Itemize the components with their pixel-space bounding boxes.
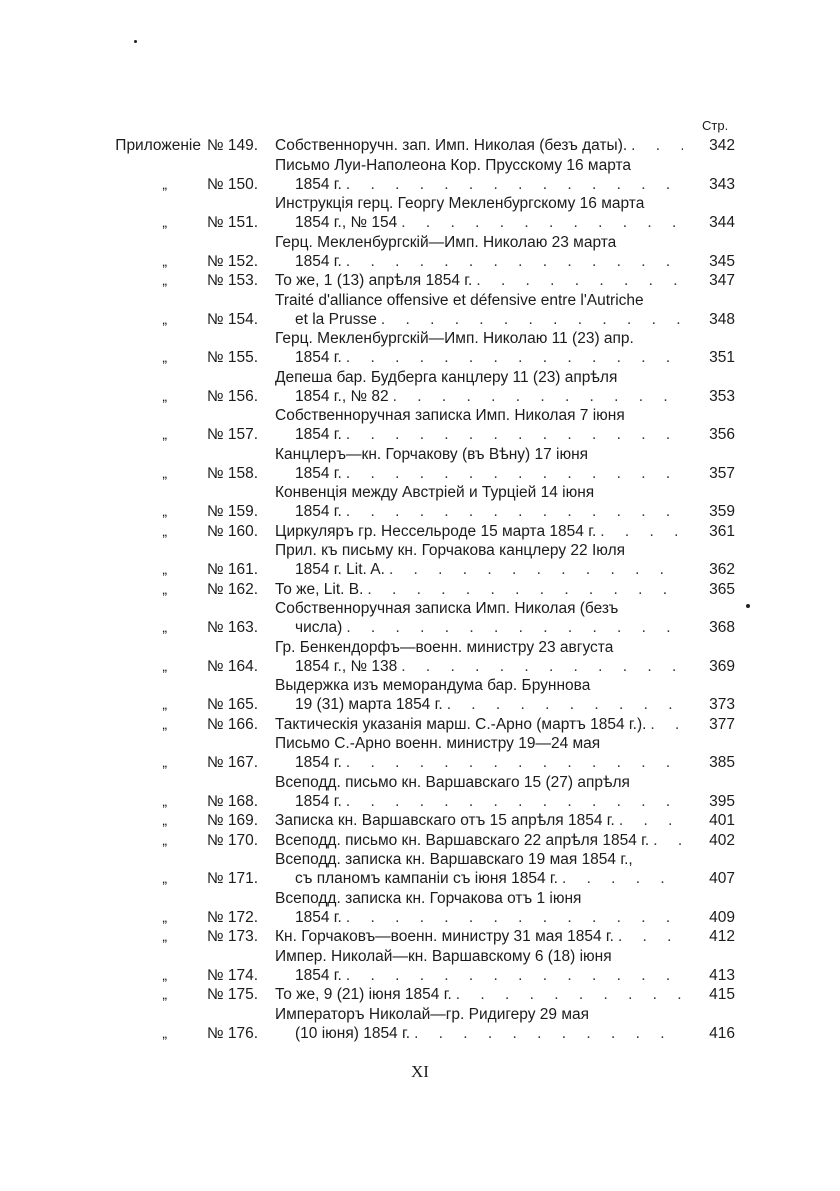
entry-title-line: съ планомъ кампаніи съ іюня 1854 г. <box>295 870 558 887</box>
dot-leader <box>367 580 683 599</box>
table-of-contents <box>105 136 735 1043</box>
entry-ditto-mark: „ <box>162 831 167 848</box>
entry-title-line: 1854 г., № 138 <box>295 657 398 675</box>
entry-title-line: Всеподд. письмо кн. Варшавскаго 22 апрѣля 1854 г. <box>275 831 650 849</box>
entry-ditto-mark: „ <box>162 580 167 597</box>
entry-title <box>275 889 683 927</box>
dot-leader <box>346 425 683 444</box>
ink-speck-top <box>134 40 137 43</box>
entry-page: 395 <box>709 792 735 810</box>
entry-page: 351 <box>709 349 735 366</box>
dot-leader <box>393 387 683 406</box>
toc-entry <box>105 194 735 232</box>
entry-number: № 176. <box>207 1024 259 1042</box>
dot-leader <box>346 966 683 985</box>
entry-title-line: 1854 г. <box>295 175 342 193</box>
entry-title <box>275 715 683 734</box>
entry-title <box>275 850 683 888</box>
entry-ditto-mark: „ <box>162 464 167 481</box>
entry-number: № 163. <box>207 619 259 636</box>
entry-ditto-mark: „ <box>162 966 167 983</box>
entry-number: № 166. <box>207 715 259 733</box>
entry-title <box>275 947 683 985</box>
dot-leader <box>650 715 683 734</box>
entry-number: № 170. <box>207 831 259 849</box>
entry-title <box>275 773 683 811</box>
entry-prefix-label: Приложеніе <box>115 137 201 154</box>
entry-title-line: Депеша бар. Будберга канцлеру 11 (23) апрѣля <box>275 368 618 386</box>
entry-title-line: Герц. Мекленбургскій—Имп. Николаю 11 (23) апр. <box>275 330 634 347</box>
entry-title-line: Гр. Бенкендорфъ—военн. министру 23 августа <box>275 638 614 656</box>
toc-entry <box>105 291 735 329</box>
entry-title <box>275 985 683 1004</box>
toc-entry <box>105 638 735 676</box>
toc-entry <box>105 1005 735 1043</box>
entry-title-line: 1854 г., № 154 <box>295 214 398 231</box>
toc-entry <box>105 811 735 830</box>
entry-title-line: 1854 г. <box>295 426 342 443</box>
toc-entry <box>105 889 735 927</box>
entry-title-line: Всеподд. записка кн. Горчакова отъ 1 іюня <box>275 889 582 907</box>
dot-leader <box>346 792 683 811</box>
entry-title-line: Канцлеръ—кн. Горчакову (въ Вѣну) 17 іюня <box>275 445 589 463</box>
toc-entry <box>105 831 735 850</box>
entry-title-line: числа) <box>295 619 343 636</box>
entry-ditto-mark: „ <box>162 310 167 327</box>
entry-ditto-mark: „ <box>162 522 167 539</box>
dot-leader <box>600 522 683 541</box>
toc-entry <box>105 947 735 985</box>
entry-title <box>275 291 683 329</box>
entry-number: № 158. <box>207 464 259 482</box>
entry-title-line: 1854 г. <box>295 754 342 771</box>
dot-leader <box>389 560 683 579</box>
entry-title-line: Тактическія указанія марш. С.-Арно (мартъ 1854 г.). <box>275 715 647 733</box>
entry-ditto-mark: „ <box>162 387 167 404</box>
toc-entry <box>105 985 735 1004</box>
toc-entry <box>105 773 735 811</box>
entry-ditto-mark: „ <box>162 426 167 442</box>
toc-entry <box>105 850 735 888</box>
entry-title <box>275 541 683 579</box>
entry-title-line: 19 (31) марта 1854 г. <box>295 696 443 713</box>
entry-title-line: et la Prusse <box>295 310 377 328</box>
entry-title-line: 1854 г., № 82 <box>295 387 389 405</box>
entry-page: 415 <box>709 986 735 1003</box>
entry-page: 347 <box>709 272 735 289</box>
dot-leader <box>447 695 683 714</box>
entry-title <box>275 1005 683 1043</box>
entry-page: 362 <box>709 561 735 578</box>
dot-leader <box>653 831 683 850</box>
entry-title-line: То же, 9 (21) іюня 1854 г. <box>275 986 452 1003</box>
entry-number: № 175. <box>207 986 259 1003</box>
entry-page: 357 <box>709 464 735 482</box>
entry-title-line: Всеподд. записка кн. Варшавскаго 19 мая 1854 г., <box>275 851 633 868</box>
entry-page: 407 <box>709 870 735 887</box>
entry-title-line: 1854 г. <box>295 966 342 984</box>
entry-page: 377 <box>709 715 735 733</box>
entry-title <box>275 927 683 946</box>
toc-entry <box>105 445 735 483</box>
entry-title <box>275 483 683 521</box>
entry-number: № 161. <box>207 561 259 578</box>
dot-leader <box>562 869 683 888</box>
entry-ditto-mark: „ <box>162 272 167 288</box>
entry-title-line: То же, 1 (13) апрѣля 1854 г. <box>275 272 473 289</box>
entry-title-line: Императоръ Николай—гр. Ридигеру 29 мая <box>275 1005 590 1023</box>
entry-title-line: 1854 г. <box>295 464 342 482</box>
entry-title-line: Собственноручн. зап. Имп. Николая (безъ даты). <box>275 137 628 154</box>
entry-page: 416 <box>709 1024 735 1042</box>
entry-title <box>275 329 683 367</box>
entry-page: 409 <box>709 908 735 926</box>
entry-title <box>275 368 683 406</box>
entry-page: 343 <box>709 175 735 193</box>
entry-ditto-mark: „ <box>162 349 167 365</box>
entry-title <box>275 734 683 772</box>
entry-page: 385 <box>709 754 735 771</box>
entry-title-line: Герц. Мекленбургскій—Имп. Николаю 23 марта <box>275 233 617 251</box>
page-number: XI <box>411 1062 429 1081</box>
entry-page: 342 <box>709 137 735 154</box>
entry-page: 353 <box>709 387 735 405</box>
dot-leader <box>346 252 683 271</box>
dot-leader <box>346 348 683 367</box>
dot-leader <box>346 175 683 194</box>
entry-title <box>275 522 683 541</box>
entry-number: № 168. <box>207 792 259 810</box>
entry-title <box>275 194 683 232</box>
toc-entry <box>105 368 735 406</box>
entry-title-line: Импер. Николай—кн. Варшавскому 6 (18) іюня <box>275 947 612 965</box>
entry-title-line: 1854 г. <box>295 908 342 926</box>
entry-title-line: Записка кн. Варшавскаго отъ 15 апрѣля 1854 г. <box>275 812 615 829</box>
toc-entry <box>105 522 735 541</box>
entry-ditto-mark: „ <box>162 870 167 886</box>
toc-entry <box>105 156 735 194</box>
entry-title-line: Собственноручная записка Имп. Николая (безъ <box>275 600 619 617</box>
entry-title-line: 1854 г. <box>295 349 342 366</box>
dot-leader <box>381 310 683 329</box>
entry-number: № 164. <box>207 657 259 675</box>
toc-entry <box>105 734 735 772</box>
entry-title-line: 1854 г. <box>295 792 342 810</box>
dot-leader <box>619 811 683 830</box>
entry-number: № 159. <box>207 503 259 520</box>
entry-ditto-mark: „ <box>162 812 167 828</box>
entry-title <box>275 811 683 830</box>
entry-number: № 173. <box>207 928 259 945</box>
entry-number: № 155. <box>207 349 259 366</box>
entry-title <box>275 271 683 290</box>
dot-leader <box>346 908 683 927</box>
entry-ditto-mark: „ <box>162 908 167 925</box>
toc-entry <box>105 233 735 271</box>
entry-title-line: Собственноручная записка Имп. Николая 7 іюня <box>275 407 625 424</box>
entry-title-line: Прил. къ письму кн. Горчакова канцлеру 22 Іюля <box>275 542 626 559</box>
entry-number: № 174. <box>207 966 259 984</box>
dot-leader <box>631 136 683 155</box>
entry-title <box>275 136 683 155</box>
entry-title <box>275 638 683 676</box>
entry-ditto-mark: „ <box>162 175 167 192</box>
entry-ditto-mark: „ <box>162 754 167 770</box>
entry-title-line: Циркуляръ гр. Нессельроде 15 марта 1854 г. <box>275 522 597 540</box>
entry-number: № 154. <box>207 310 259 328</box>
dot-leader <box>401 213 683 232</box>
toc-entry <box>105 483 735 521</box>
entry-number: № 167. <box>207 754 259 771</box>
entry-number: № 171. <box>207 870 259 887</box>
entry-page: 365 <box>709 580 735 598</box>
entry-page: 412 <box>709 928 735 945</box>
entry-page: 413 <box>709 966 735 984</box>
entry-number: № 149. <box>207 137 259 154</box>
entry-page: 356 <box>709 426 735 443</box>
entry-page: 359 <box>709 503 735 520</box>
entry-number: № 172. <box>207 908 259 926</box>
entry-ditto-mark: „ <box>162 657 167 674</box>
entry-ditto-mark: „ <box>162 928 167 944</box>
entry-ditto-mark: „ <box>162 1024 167 1041</box>
entry-ditto-mark: „ <box>162 696 167 712</box>
dot-leader <box>346 753 683 772</box>
entry-ditto-mark: „ <box>162 986 167 1002</box>
entry-page: 348 <box>709 310 735 328</box>
entry-title-line: Письмо Луи-Наполеона Кор. Прусскому 16 марта <box>275 156 632 174</box>
toc-entry <box>105 927 735 946</box>
entry-number: № 153. <box>207 272 259 289</box>
entry-title-line: Инструкція герц. Георгу Мекленбургскому 16 марта <box>275 195 645 212</box>
toc-entry <box>105 599 735 637</box>
entry-number: № 152. <box>207 252 259 270</box>
entry-title-line: Выдержка изъ меморандума бар. Бруннова <box>275 677 591 694</box>
entry-title-line: То же, Lit. B. <box>275 580 364 598</box>
entry-title-line: 1854 г. Lit. A. <box>295 561 385 578</box>
toc-entry <box>105 541 735 579</box>
dot-leader <box>401 657 683 676</box>
page-column-header: Стр. <box>702 118 729 133</box>
entry-title-line: (10 іюня) 1854 г. <box>295 1024 411 1042</box>
entry-title <box>275 831 683 850</box>
entry-title-line: Traité d'alliance offensive et défensive entre l'Autriche <box>275 291 644 309</box>
entry-title-line: 1854 г. <box>295 503 342 520</box>
dot-leader <box>618 927 683 946</box>
entry-page: 373 <box>709 696 735 713</box>
entry-title-line: Всеподд. письмо кн. Варшавскаго 15 (27) апрѣля <box>275 773 630 791</box>
entry-number: № 160. <box>207 522 259 540</box>
entry-title-line: Письмо С.-Арно военн. министру 19—24 мая <box>275 735 601 752</box>
entry-page: 361 <box>709 522 735 540</box>
entry-page: 402 <box>709 831 735 849</box>
dot-leader <box>414 1024 683 1043</box>
entry-title-line: Кн. Горчаковъ—военн. министру 31 мая 1854 г. <box>275 928 614 945</box>
entry-title <box>275 676 683 714</box>
entry-number: № 169. <box>207 812 259 829</box>
entry-title-line: 1854 г. <box>295 252 342 270</box>
toc-entry <box>105 271 735 290</box>
entry-title <box>275 580 683 599</box>
entry-ditto-mark: „ <box>162 503 167 519</box>
entry-title <box>275 445 683 483</box>
entry-page: 344 <box>709 214 735 231</box>
toc-entry <box>105 329 735 367</box>
entry-title <box>275 406 683 444</box>
toc-entry <box>105 580 735 599</box>
toc-entry <box>105 406 735 444</box>
entry-page: 401 <box>709 812 735 829</box>
entry-number: № 165. <box>207 696 259 713</box>
dot-leader <box>346 618 683 637</box>
entry-number: № 157. <box>207 426 259 443</box>
entry-ditto-mark: „ <box>162 715 167 732</box>
entry-page: 345 <box>709 252 735 270</box>
entry-ditto-mark: „ <box>162 792 167 809</box>
entry-title <box>275 599 683 637</box>
entry-title-line: Конвенція между Австріей и Турціей 14 іюня <box>275 484 595 501</box>
entry-number: № 162. <box>207 580 259 598</box>
entry-ditto-mark: „ <box>162 252 167 269</box>
entry-page: 369 <box>709 657 735 675</box>
dot-leader <box>456 985 683 1004</box>
entry-title <box>275 156 683 194</box>
entry-title <box>275 233 683 271</box>
toc-entry <box>105 676 735 714</box>
entry-number: № 150. <box>207 175 259 193</box>
entry-ditto-mark: „ <box>162 214 167 230</box>
entry-number: № 151. <box>207 214 259 231</box>
entry-ditto-mark: „ <box>162 561 167 577</box>
toc-entry <box>105 136 735 155</box>
dot-leader <box>476 271 683 290</box>
dot-leader <box>346 502 683 521</box>
entry-page: 368 <box>709 619 735 636</box>
toc-entry <box>105 715 735 734</box>
entry-ditto-mark: „ <box>162 619 167 635</box>
ink-speck-right <box>746 604 750 608</box>
entry-number: № 156. <box>207 387 259 405</box>
dot-leader <box>346 464 683 483</box>
